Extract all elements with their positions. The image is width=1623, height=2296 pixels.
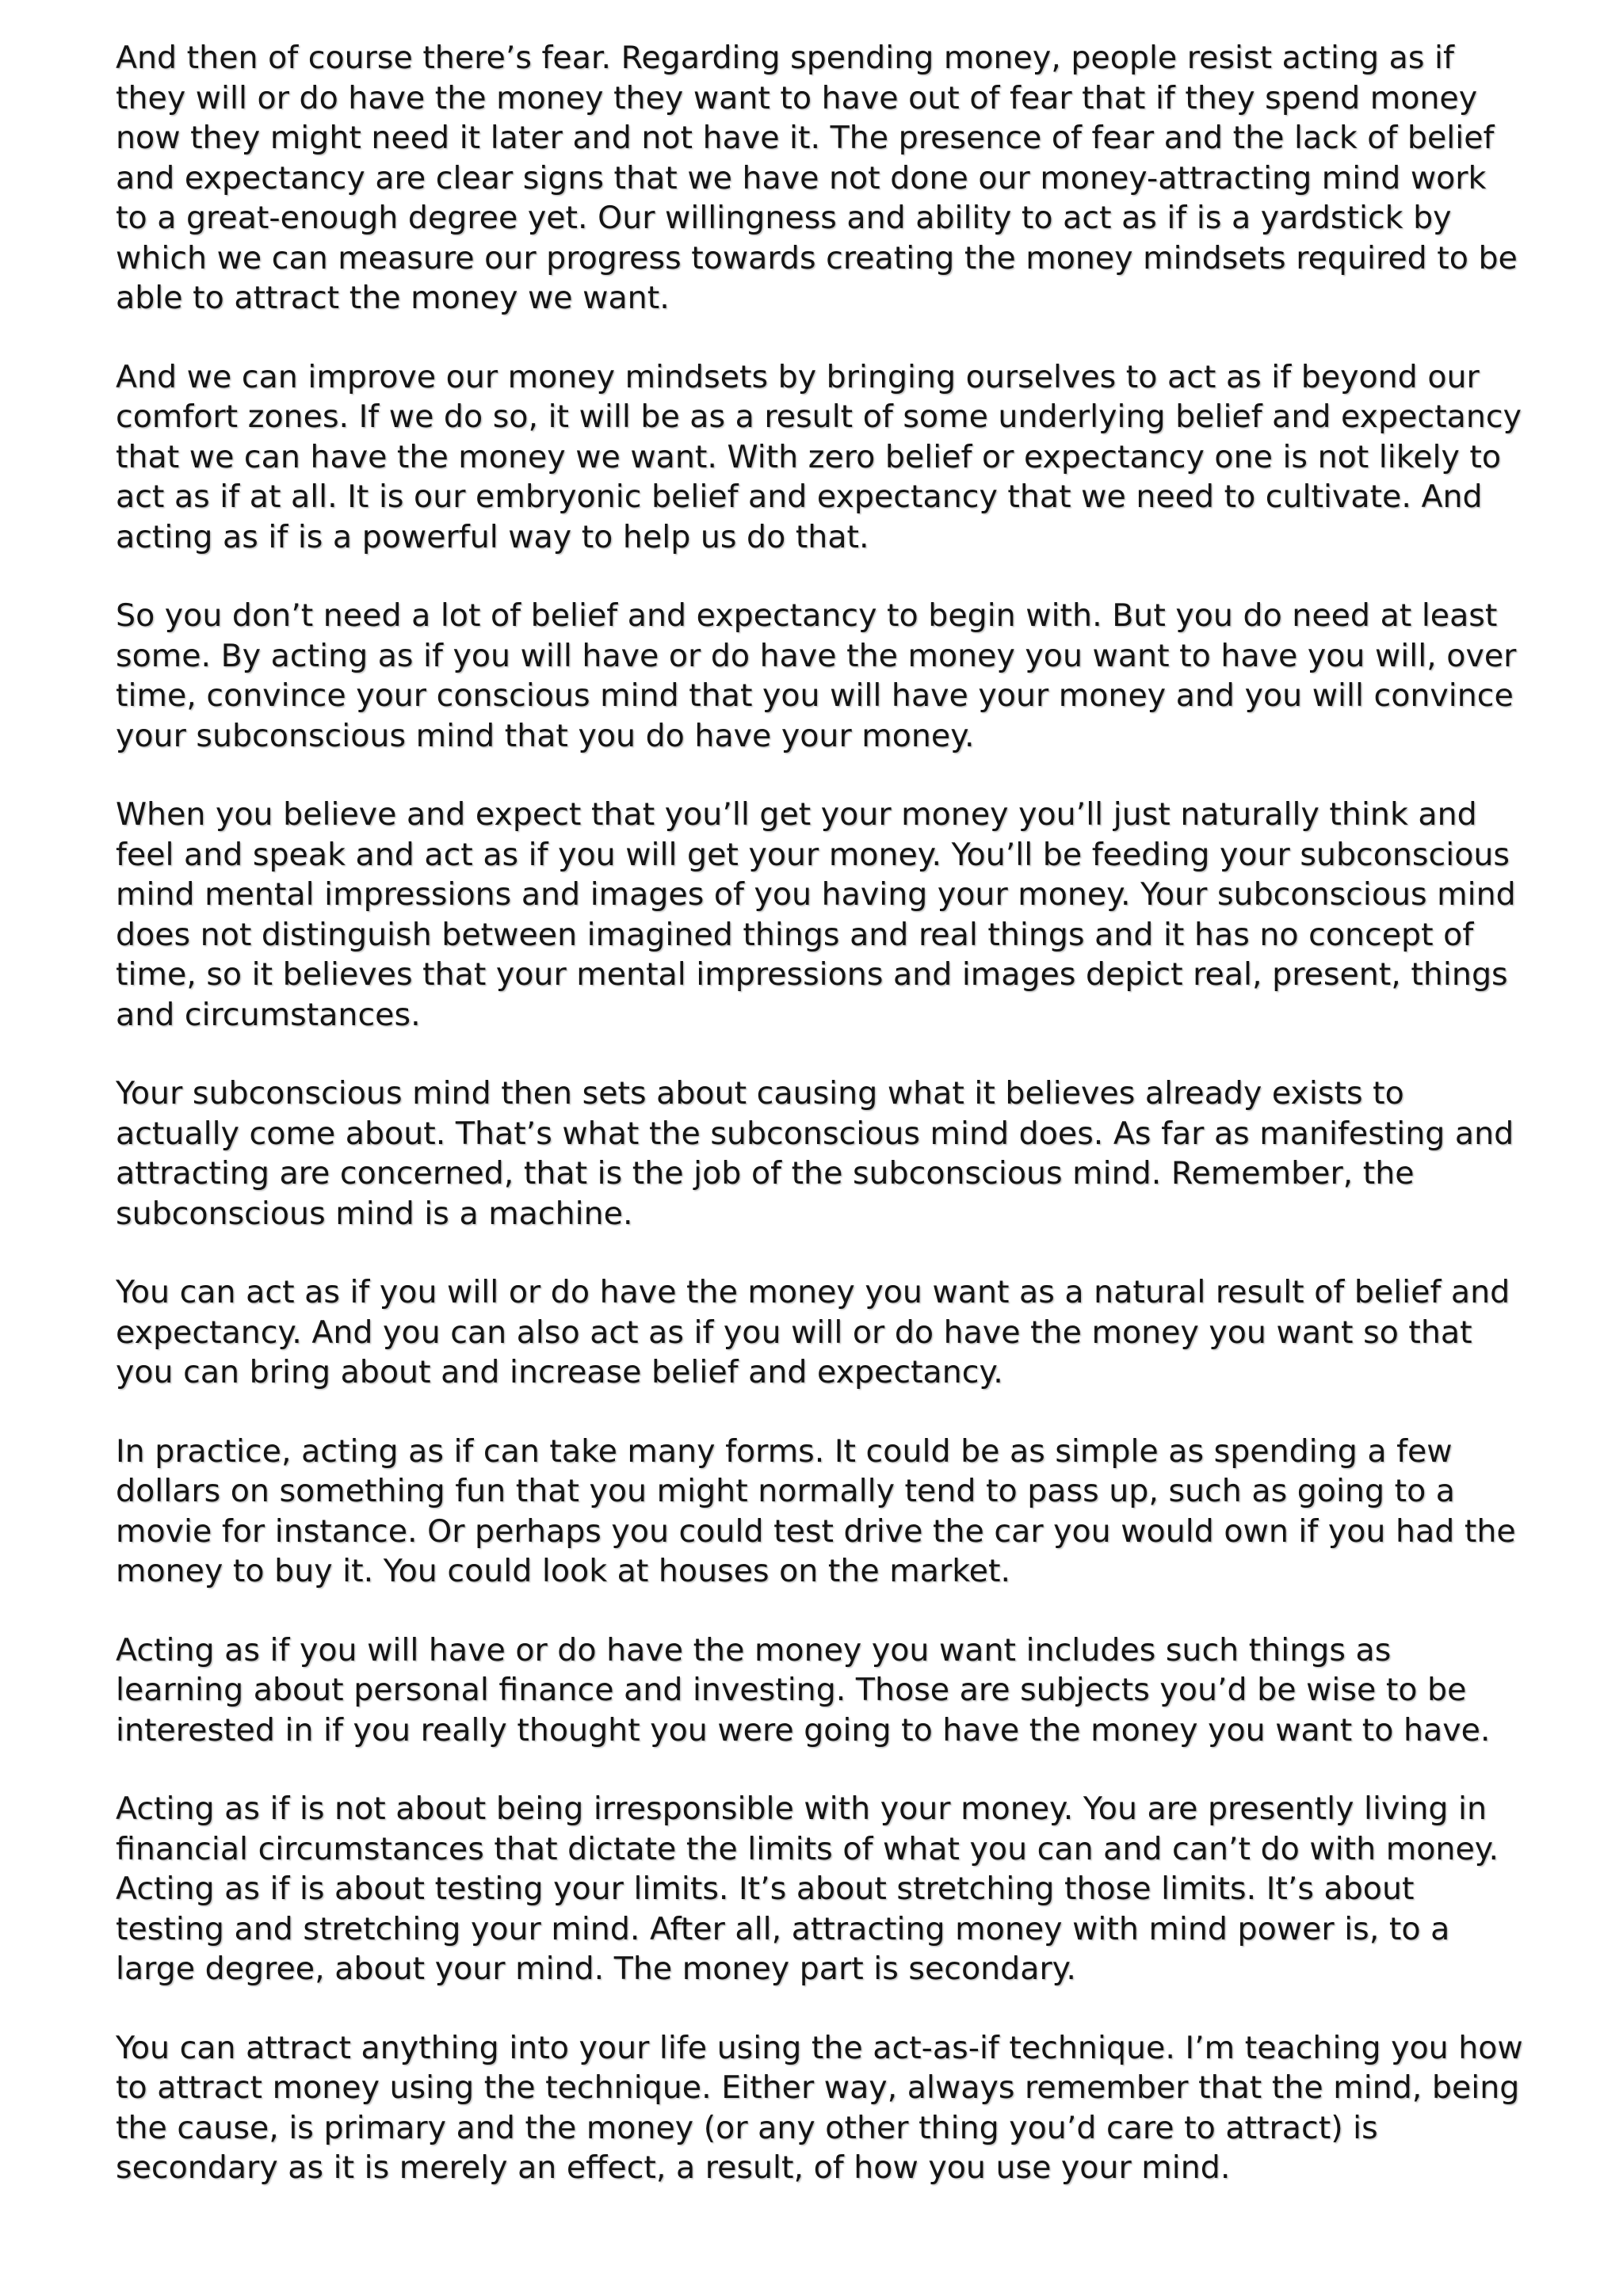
paragraph-improve-mindsets: And we can improve our money mindsets by bringing ourselves to act as if beyond our comfort zones. If we do so, it will be as a result of some underlying belief and expectancy that we can have the money we want. With zero belief or expectancy one is not likely to act as if at all. It is our embryonic belief and expectancy that we need to cultivate. And acting as if is a powerful way to help us do that.	[116, 358, 1522, 555]
paragraph-subconscious-mind: Your subconscious mind then sets about causing what it believes already exists to actually come about. That’s what the subconscious mind does. As far as manifesting and attracting are concerned, that is the job of the subconscious mind. Remember, the subconscious mind is a machine.	[116, 1075, 1514, 1232]
paragraph-personal-finance: Acting as if you will have or do have the money you want includes such things as learning about personal finance and investing. Those are subjects you’d be wise to be interested in if you really thought you were going to have the money you want to have.	[116, 1631, 1491, 1749]
paragraph-in-practice: In practice, acting as if can take many forms. It could be as simple as spending a few dollars on something fun that you might normally tend to pass up, such as going to a movie for instance. Or perhaps you could test drive the car you would own if you had the money to buy it. You could look at houses on the market.	[116, 1432, 1516, 1589]
paragraph-not-irresponsible: Acting as if is not about being irresponsible with your money. You are presently living in financial circumstances that dictate the limits of what you can and can’t do with money. Acting as if is about testing your limits. It’s about stretching those limits. It’s about testing and stretching your mind. After all, attracting money with mind power is, to a large degree, about your mind. The money part is secondary.	[116, 1791, 1499, 1987]
paragraph-believe-expect: When you believe and expect that you’ll get your money you’ll just naturally think and feel and speak and act as if you will get your money. You’ll be feeding your subconscious mind mental impressions and images of you having your money. Your subconscious mind does not distinguish between imagined things and real things and it has no concept of time, so it believes that your mental impressions and images depict real, present, things and circumstances.	[116, 796, 1516, 1033]
paragraph-fear: And then of course there’s fear. Regarding spending money, people resist acting as if they will or do have the money they want to have out of fear that if they spend money now they might need it later and not have it. The presence of fear and the lack of belief and expectancy are clear signs that we have not done our money-attracting mind work to a great-enough degree yet. Our willingness and ability to act as if is a yardstick by which we can measure our progress towards creating the money mindsets required to be able to attract the money we want.	[116, 40, 1518, 316]
paragraph-belief-expectancy: So you don’t need a lot of belief and expectancy to begin with. But you do need at least some. By acting as if you will have or do have the money you want to have you will, over time, convince your conscious mind that you will have your money and you will convince your subconscious mind that you do have your money.	[116, 597, 1517, 754]
paragraph-attract-anything: You can attract anything into your life using the act-as-if technique. I’m teaching you how to attract money using the technique. Either way, always remember that the mind, being the cause, is primary and the money (or any other thing you’d care to attract) is secondary as it is merely an effect, a result, of how you use your mind.	[116, 2029, 1523, 2186]
paragraph-act-as-if-result: You can act as if you will or do have the money you want as a natural result of belief and expectancy. And you can also act as if you will or do have the money you want so that you can bring about and increase belief and expectancy.	[116, 1274, 1510, 1390]
document-page	[116, 38, 1526, 2227]
